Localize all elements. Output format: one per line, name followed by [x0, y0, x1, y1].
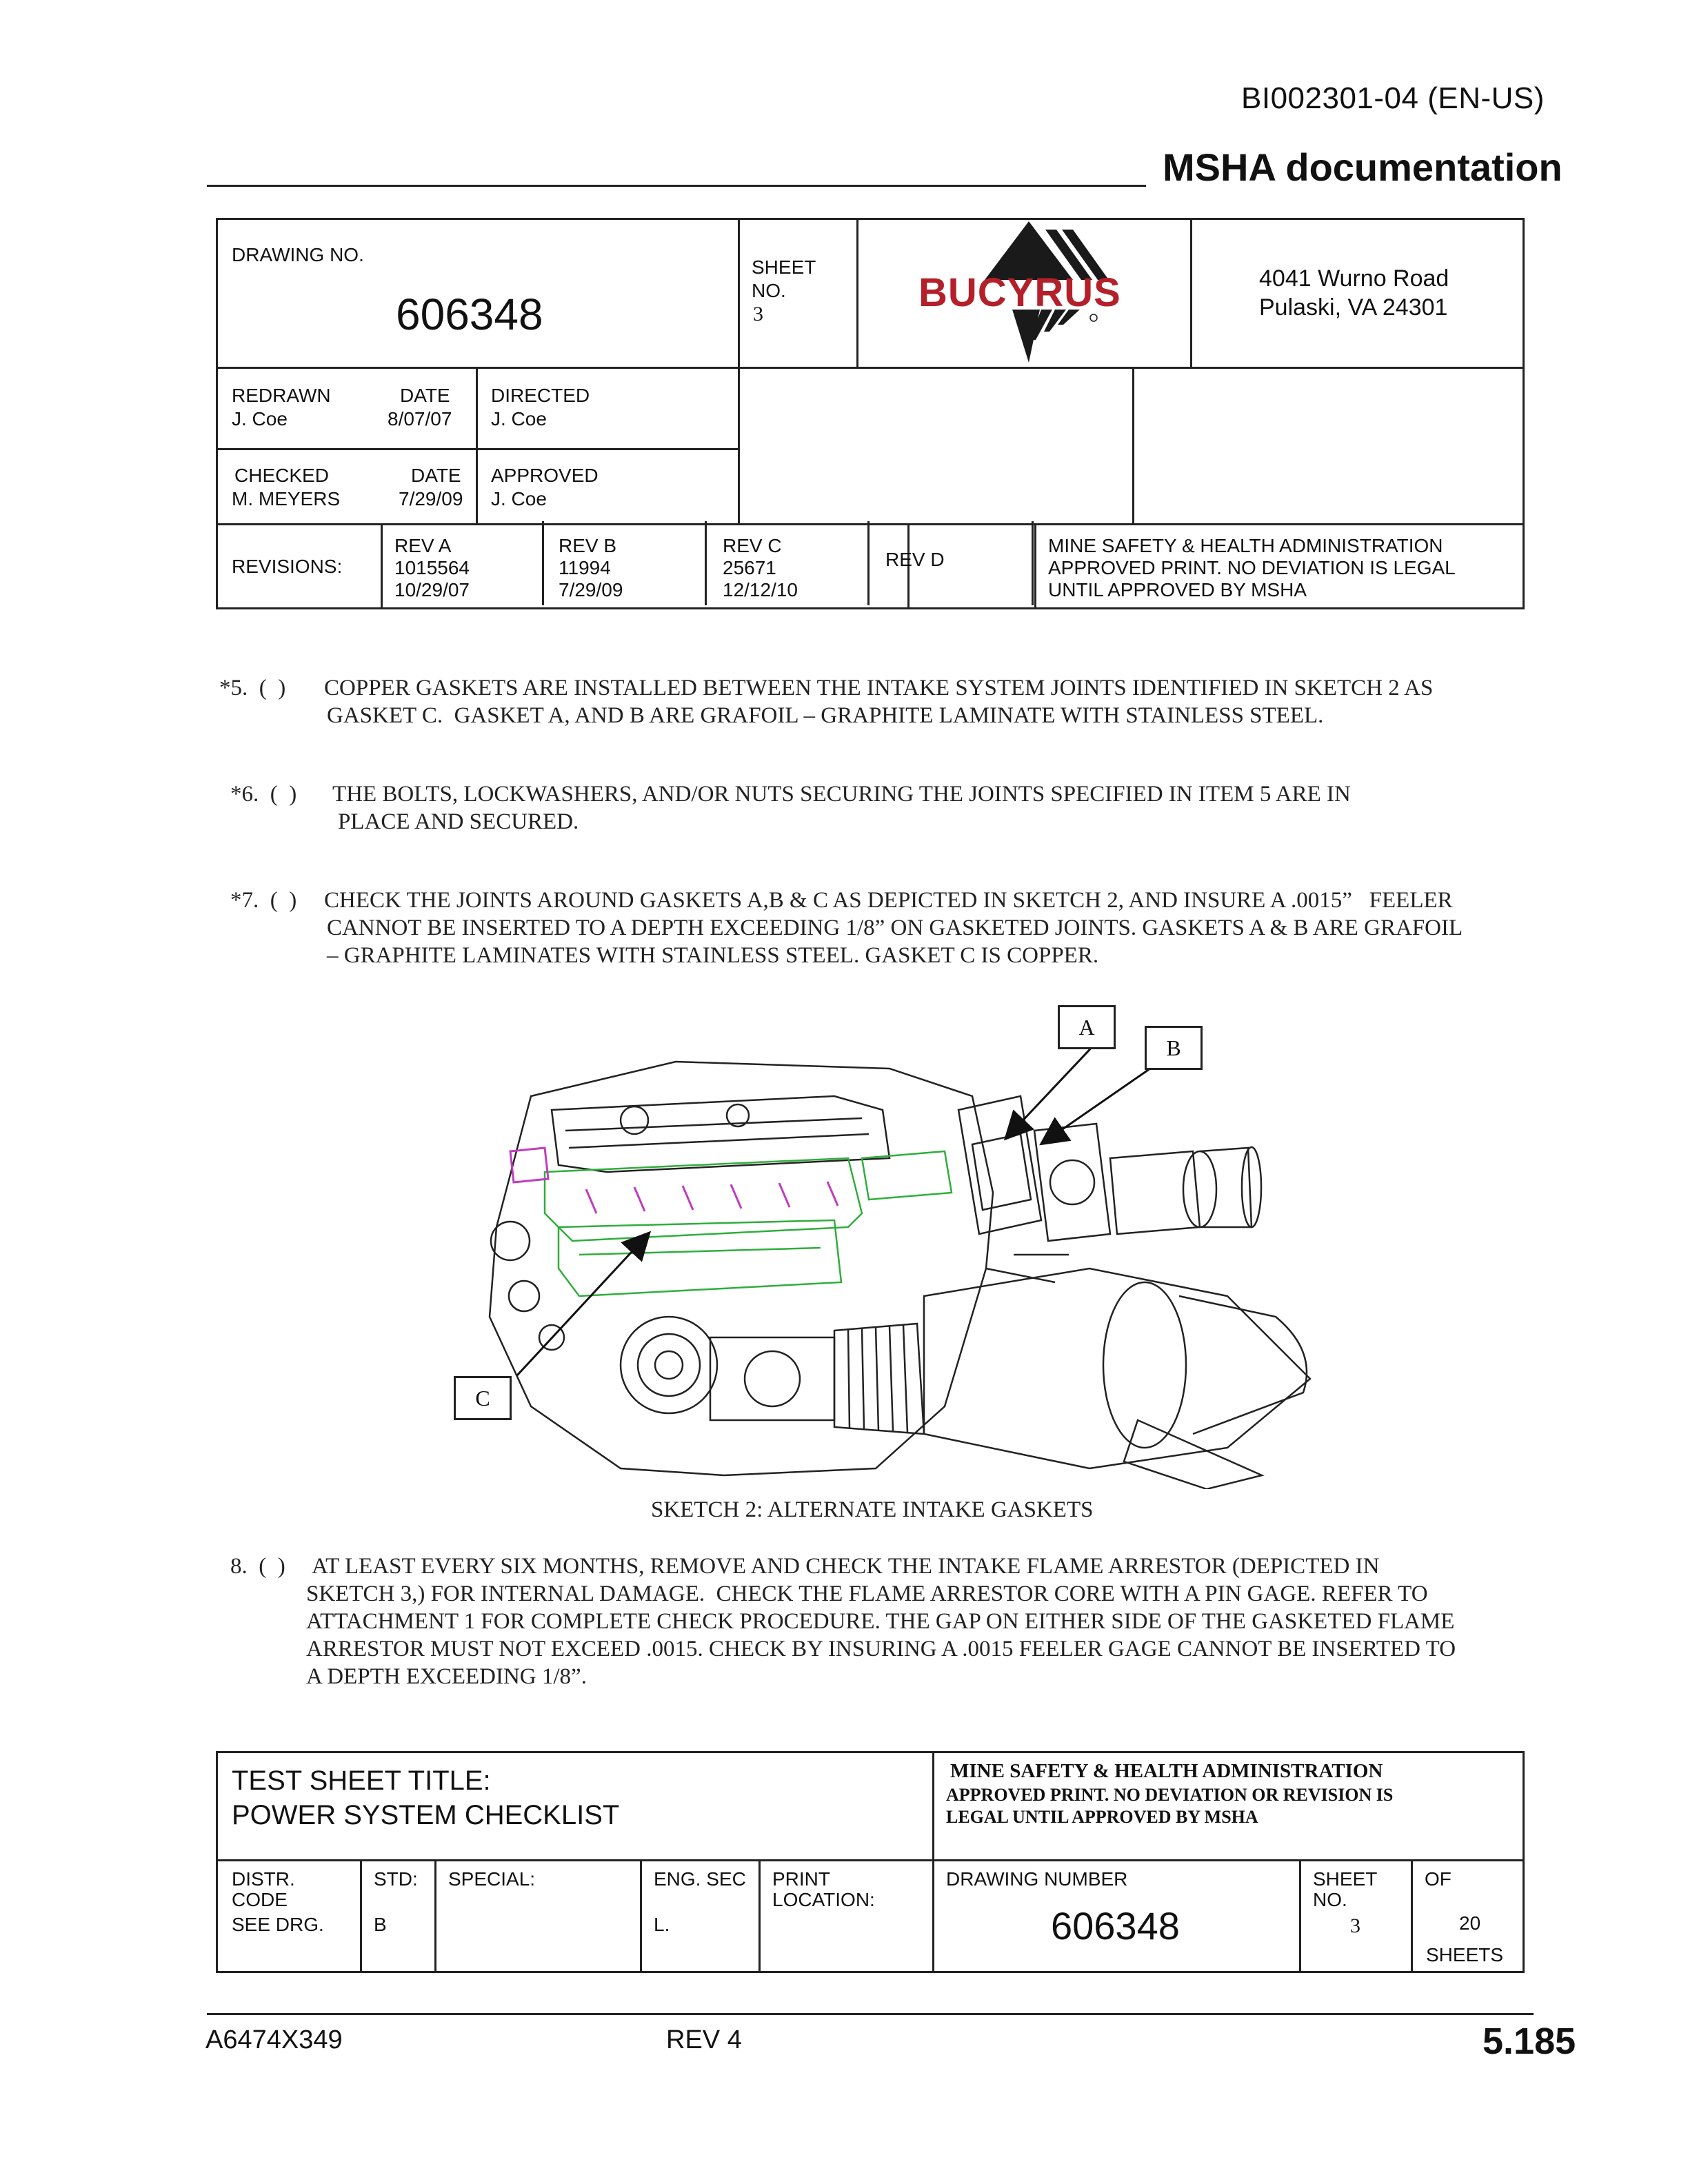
item-8-line-5: A DEPTH EXCEEDING 1/8”.	[306, 1664, 587, 1689]
header-rule	[207, 185, 1146, 187]
rev-d-label: REV D	[885, 549, 945, 570]
directed-by: J. Coe	[491, 408, 547, 429]
redrawn-date-label: DATE	[400, 385, 450, 406]
checked-date-label: DATE	[411, 465, 461, 486]
test-sheet-msha-3: LEGAL UNTIL APPROVED BY MSHA	[946, 1807, 1258, 1827]
item-6-line-2: PLACE AND SECURED.	[338, 809, 579, 834]
engine-sketch	[448, 993, 1345, 1489]
rev-a-label: REV A	[394, 535, 452, 556]
item-7-line-1: CHECK THE JOINTS AROUND GASKETS A,B & C AS DEPICTED IN SKETCH 2, AND INSURE A .0015” FEELER	[324, 888, 1453, 913]
msha-approval-note-2: APPROVED PRINT. NO DEVIATION IS LEGAL	[1048, 557, 1456, 578]
checklist-item-5	[219, 674, 1529, 736]
document-id: BI002301-04 (EN-US)	[1241, 81, 1545, 115]
item-7-line-2: CANNOT BE INSERTED TO A DEPTH EXCEEDING 1/8” ON GASKETED JOINTS. GASKETS A & B ARE GRAFOIL	[327, 916, 1463, 940]
callout-c: C	[454, 1376, 512, 1420]
checklist-item-6	[230, 780, 1527, 842]
rev-b-date: 7/29/09	[559, 579, 623, 600]
approved-by: J. Coe	[491, 488, 547, 509]
callout-a: A	[1058, 1005, 1116, 1049]
footer-part-number: A6474X349	[205, 2025, 343, 2054]
sheets-label: SHEETS	[1426, 1944, 1504, 1965]
distr-label-2: CODE	[232, 1889, 288, 1910]
item-8-number: 8. ( )	[230, 1554, 285, 1579]
checked-label: CHECKED	[234, 465, 329, 486]
test-sheet-title-label: TEST SHEET TITLE:	[232, 1766, 491, 1796]
item-8-line-2: SKETCH 3,) FOR INTERNAL DAMAGE. CHECK THE FLAME ARRESTOR CORE WITH A PIN GAGE. REFER TO	[306, 1581, 1428, 1606]
callout-b: B	[1145, 1026, 1203, 1070]
checklist-item-7	[230, 887, 1540, 976]
page-number: 5.185	[1483, 2021, 1576, 2062]
item-8-line-4: ARRESTOR MUST NOT EXCEED .0015. CHECK BY INSURING A .0015 FEELER GAGE CANNOT BE INSERTED TO	[306, 1637, 1456, 1661]
distr-label-1: DISTR.	[232, 1868, 295, 1890]
eng-sec-value: L.	[654, 1914, 670, 1935]
item-6-number: *6. ( )	[230, 782, 297, 807]
item-8-line-1: AT LEAST EVERY SIX MONTHS, REMOVE AND CHECK THE INTAKE FLAME ARRESTOR (DEPICTED IN	[312, 1554, 1380, 1579]
rev-b-number: 11994	[559, 557, 611, 578]
sheet-label-1: SHEET	[752, 256, 816, 278]
redrawn-label: REDRAWN	[232, 385, 331, 406]
rev-c-label: REV C	[723, 535, 782, 556]
checked-by: M. MEYERS	[232, 488, 341, 509]
sheet-label-2: NO.	[752, 280, 786, 301]
rev-c-number: 25671	[723, 557, 776, 578]
of-value: 20	[1459, 1912, 1481, 1934]
item-7-line-3: – GRAPHITE LAMINATES WITH STAINLESS STEEL. GASKET C IS COPPER.	[327, 943, 1099, 968]
rev-b-label: REV B	[559, 535, 617, 556]
rev-a-date: 10/29/07	[394, 579, 470, 600]
of-label: OF	[1425, 1868, 1451, 1890]
drawing-no: 606348	[396, 290, 543, 339]
test-sheet-title: POWER SYSTEM CHECKLIST	[232, 1800, 620, 1830]
item-8-line-3: ATTACHMENT 1 FOR COMPLETE CHECK PROCEDURE. THE GAP ON EITHER SIDE OF THE GASKETED FLAME	[306, 1609, 1455, 1634]
drawing-no-label: DRAWING NO.	[232, 244, 364, 265]
address-line-1: 4041 Wurno Road	[1259, 265, 1449, 292]
eng-sec-label: ENG. SEC	[654, 1868, 746, 1890]
sheet-no-value: 3	[1350, 1914, 1360, 1937]
test-sheet-msha-1: MINE SAFETY & HEALTH ADMINISTRATION	[950, 1760, 1383, 1782]
rev-a-number: 1015564	[394, 557, 470, 578]
print-location-label-1: PRINT	[772, 1868, 830, 1890]
checked-date: 7/29/09	[399, 488, 463, 509]
title-block	[216, 218, 1525, 609]
checklist-item-8	[230, 1553, 1540, 1697]
msha-approval-note-1: MINE SAFETY & HEALTH ADMINISTRATION	[1048, 535, 1443, 556]
footer-rule	[207, 2013, 1534, 2015]
footer-revision: REV 4	[666, 2025, 742, 2054]
section-title: MSHA documentation	[1163, 145, 1563, 189]
item-5-number: *5. ( )	[219, 676, 286, 700]
bucyrus-wordmark: BUCYRUS	[918, 270, 1121, 315]
item-7-number: *7. ( )	[230, 888, 297, 913]
special-label: SPECIAL:	[448, 1868, 536, 1890]
directed-label: DIRECTED	[491, 385, 590, 406]
std-value: B	[374, 1914, 387, 1935]
msha-approval-note-3: UNTIL APPROVED BY MSHA	[1048, 579, 1307, 600]
item-6-line-1: THE BOLTS, LOCKWASHERS, AND/OR NUTS SECURING THE JOINTS SPECIFIED IN ITEM 5 ARE IN	[332, 782, 1351, 807]
sketch-caption: SKETCH 2: ALTERNATE INTAKE GASKETS	[651, 1497, 1094, 1522]
sheet-no-label-1: SHEET	[1313, 1868, 1378, 1890]
std-label: STD:	[374, 1868, 418, 1890]
print-location-label-2: LOCATION:	[772, 1889, 875, 1910]
rev-c-date: 12/12/10	[723, 579, 798, 600]
bucyrus-logo	[907, 221, 1156, 366]
redrawn-date: 8/07/07	[388, 408, 452, 429]
revisions-label: REVISIONS:	[232, 556, 343, 577]
item-5-line-2: GASKET C. GASKET A, AND B ARE GRAFOIL – GRAPHITE LAMINATE WITH STAINLESS STEEL.	[327, 703, 1324, 728]
drawing-number-label: DRAWING NUMBER	[946, 1868, 1128, 1890]
distr-value: SEE DRG.	[232, 1914, 324, 1935]
address-line-2: Pulaski, VA 24301	[1259, 294, 1448, 321]
sheet-no-label-2: NO.	[1313, 1889, 1347, 1910]
drawing-number: 606348	[1051, 1904, 1180, 1948]
sheet-no: 3	[753, 303, 763, 325]
test-sheet-msha-2: APPROVED PRINT. NO DEVIATION OR REVISION IS	[946, 1785, 1394, 1805]
test-sheet-block	[216, 1751, 1525, 1973]
item-5-line-1: COPPER GASKETS ARE INSTALLED BETWEEN THE INTAKE SYSTEM JOINTS IDENTIFIED IN SKETCH 2 AS	[324, 676, 1434, 700]
redrawn-by: J. Coe	[232, 408, 288, 429]
approved-label: APPROVED	[491, 465, 599, 486]
